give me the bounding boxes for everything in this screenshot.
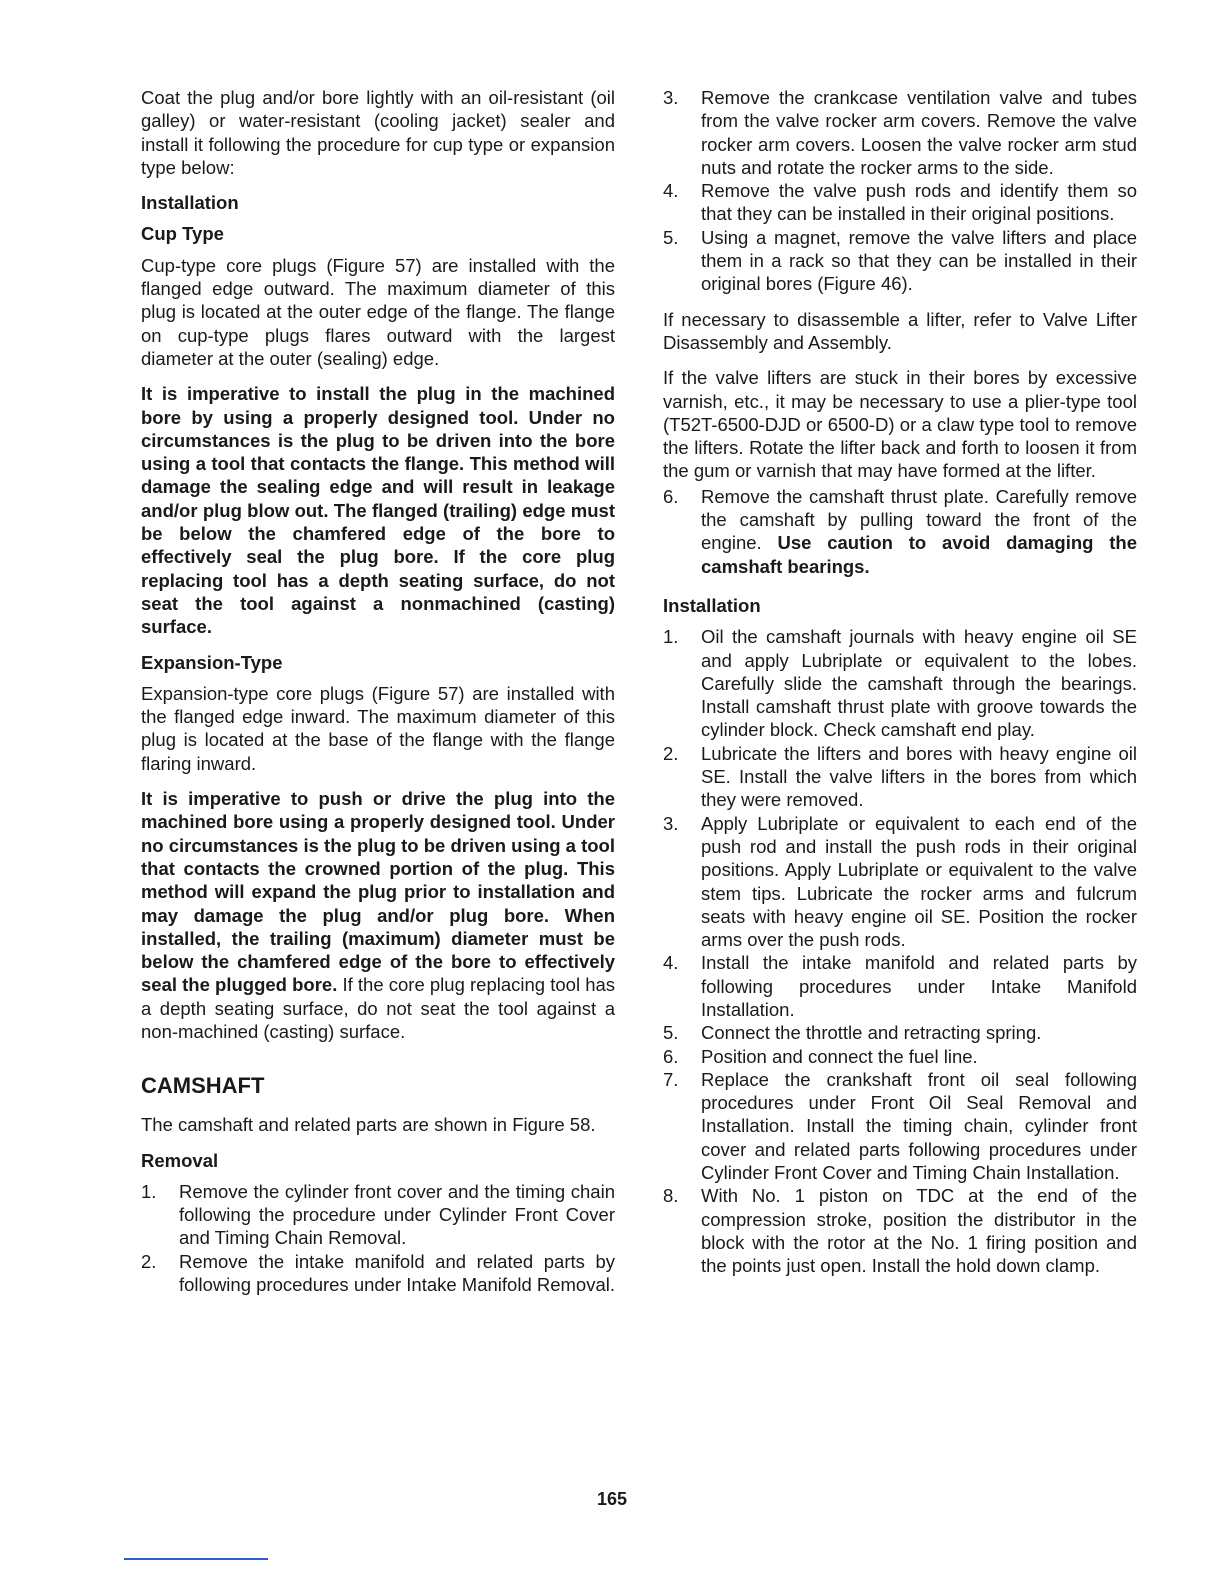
list-item [663, 1021, 1137, 1044]
list-item [663, 1045, 1137, 1068]
step-number: 6. [663, 485, 679, 507]
expansion-type-paragraph: Expansion-type core plugs (Figure 57) are installed with the flanged edge inward. The maximum diameter of this plug is located at the base of the flange with the flange flaring inward. [141, 682, 615, 774]
removal-steps-continued [663, 86, 1137, 296]
step-number: 3. [663, 812, 679, 834]
list-item [663, 179, 1137, 226]
removal-steps-list [141, 1180, 615, 1296]
step-number: 5. [663, 1022, 679, 1044]
expansion-warning-bold: It is imperative to push or drive the plug into the machined bore using a properly designed tool. Under no circumstances is the plug to be driven using a tool that contacts the crowned portion of the plug. This method will expand the plug prior to installation and may damage the plug and/or plug bore. When installed, the trailing (maximum) diameter must be below the chamfered edge of the bore to effectively seal the plugged bore. [141, 788, 615, 996]
installation-heading: Installation [141, 192, 239, 214]
step-text: Install the intake manifold and related parts by following procedures under Intake Manifold Installation. [701, 952, 1137, 1020]
expansion-warning-plain: If the core plug replacing tool has a depth seating surface, do not seat the tool against a non-machined (casting) surface. [141, 974, 616, 1042]
step-number: 5. [663, 226, 679, 248]
installation-steps-list [663, 625, 1137, 1277]
list-item [663, 812, 1137, 952]
step-text: Remove the cylinder front cover and the timing chain following the procedure under Cylinder Front Cover and Timing Chain Removal. [179, 1180, 615, 1249]
step-number: 4. [663, 180, 679, 202]
step-text: Remove the camshaft thrust plate. Carefully remove the camshaft by pulling toward the front of the engine. [701, 485, 1137, 554]
step-number: 6. [663, 1045, 679, 1067]
left-column [141, 86, 615, 1308]
step-number: 8. [663, 1185, 679, 1207]
step-number: 1. [663, 626, 679, 648]
stuck-lifter-note: If the valve lifters are stuck in their bores by excessive varnish, etc., it may be necessary to use a plier-type tool (T52T-6500-DJD or 6500-D) or a claw type tool to remove the lifters. Rotate the lifter back and forth to loosen it from the gum or varnish that may have formed at the lifter. [663, 367, 1137, 482]
step-text: Connect the throttle and retracting spring. [701, 1022, 1042, 1044]
removal-step-6 [663, 485, 1137, 578]
step-caution: Use caution to avoid damaging the camshaft bearings. [701, 532, 1137, 577]
step-number: 7. [663, 1068, 679, 1090]
lifter-note: If necessary to disassemble a lifter, refer to Valve Lifter Disassembly and Assembly. [663, 308, 1137, 353]
list-item [663, 485, 1137, 578]
step-text: Remove the crankcase ventilation valve and tubes from the valve rocker arm covers. Remove the valve rocker arm covers. Loosen the valve rocker arm stud nuts and rotate the rocker arms to the side. [701, 87, 1137, 178]
cup-type-warning: It is imperative to install the plug in the machined bore by using a properly designed tool. Under no circumstances is the plug to be driven into the bore using a tool that contacts the flange. This method will damage the sealing edge and will result in leakage and/or plug blow out. The flanged (trailing) edge must be below the chamfered edge of the bore to effectively seal the plug bore. If the core plug replacing tool has a depth seating surface, do not seat the tool against a nonmachined (casting) surface. [141, 383, 615, 638]
expansion-type-heading: Expansion-Type [141, 651, 283, 673]
step-number: 2. [663, 742, 679, 764]
camshaft-heading: CAMSHAFT [141, 1073, 265, 1099]
right-column [663, 86, 1137, 1290]
step-text: With No. 1 piston on TDC at the end of the compression stroke, position the distributor in the block with the rotor at the No. 1 firing position and the points just open. Install the hold down clamp. [701, 1185, 1137, 1277]
step-text: Remove the intake manifold and related parts by following procedures under Intake Manifold Removal. [179, 1250, 616, 1296]
footer-rule [124, 1558, 268, 1560]
camshaft-intro: The camshaft and related parts are shown in Figure 58. [141, 1114, 596, 1136]
list-item [141, 1180, 615, 1250]
step-number: 2. [141, 1250, 157, 1272]
list-item [663, 86, 1137, 179]
step-text: Apply Lubriplate or equivalent to each end of the push rod and install the push rods in their original positions. Apply Lubriplate or equivalent to the valve stem tips. Lubricate the rocker arms and fulcrum seats with heavy engine oil SE. Position the rocker arms over the push rods. [701, 812, 1137, 951]
step-text: Lubricate the lifters and bores with heavy engine oil SE. Install the valve lifters in the bores from which they were removed. [701, 742, 1137, 811]
cup-type-heading: Cup Type [141, 223, 224, 245]
step-text: Oil the camshaft journals with heavy engine oil SE and apply Lubriplate or equivalent to the lobes. Carefully slide the camshaft through the bearings. Install camshaft thrust plate with groove towards the cylinder block. Check camshaft end play. [701, 626, 1137, 741]
list-item [663, 226, 1137, 296]
removal-heading: Removal [141, 1149, 219, 1171]
list-item [663, 951, 1137, 1021]
list-item [663, 625, 1137, 741]
cup-type-paragraph: Cup-type core plugs (Figure 57) are installed with the flanged edge outward. The maximum diameter of this plug is located at the outer edge of the flange. The flange on cup-type plugs flares outward with the largest diameter at the outer (sealing) edge. [141, 254, 615, 369]
list-item [663, 742, 1137, 812]
step-text: Replace the crankshaft front oil seal following procedures under Front Oil Seal Removal and Installation. Install the timing chain, cylinder front cover and related parts following procedures under Cylinder Front Cover and Timing Chain Installation. [701, 1068, 1137, 1184]
step-number: 4. [663, 952, 679, 974]
step-text: Position and connect the fuel line. [701, 1045, 978, 1067]
list-item [663, 1068, 1137, 1184]
step-text: Using a magnet, remove the valve lifters and place them in a rack so that they can be installed in their original bores (Figure 46). [701, 226, 1137, 295]
list-item [663, 1184, 1137, 1277]
installation-heading-right: Installation [663, 594, 761, 616]
step-number: 3. [663, 87, 679, 108]
expansion-type-warning [141, 787, 615, 1043]
page-number: 165 [596, 1489, 628, 1509]
step-text: Remove the valve push rods and identify them so that they can be installed in their original positions. [701, 180, 1137, 225]
list-item [141, 1250, 615, 1297]
intro-paragraph: Coat the plug and/or bore lightly with an oil-resistant (oil galley) or water-resistant (cooling jacket) sealer and install it following the procedure for cup type or expansion type below: [141, 87, 615, 178]
step-number: 1. [141, 1180, 157, 1202]
